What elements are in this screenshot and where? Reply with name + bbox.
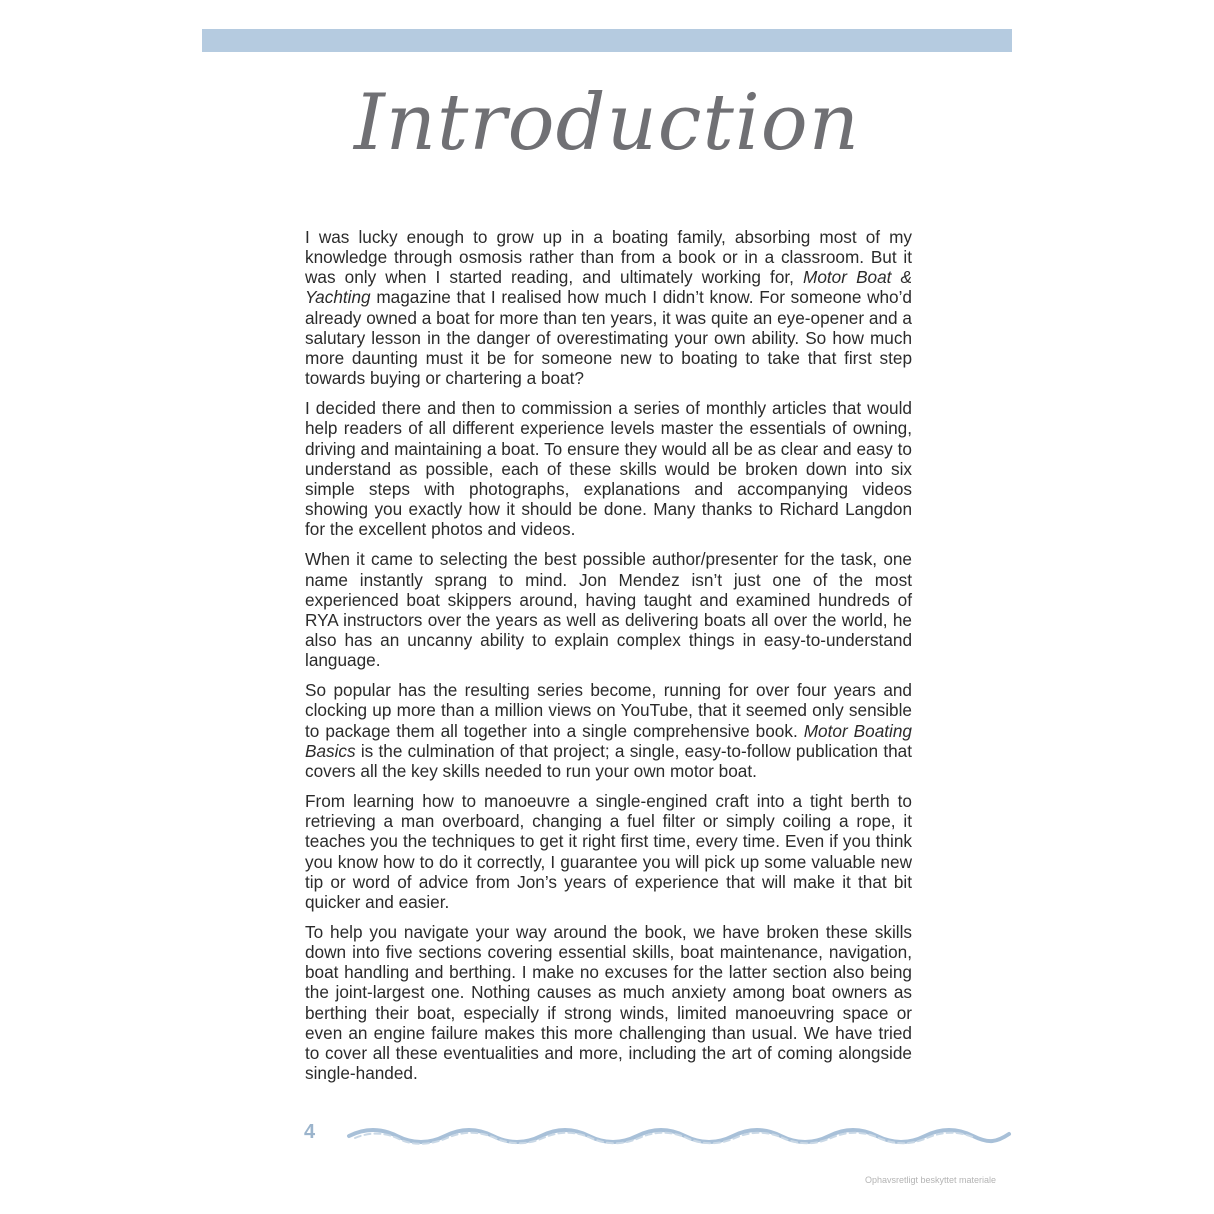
paragraph: I decided there and then to commission a series of monthly articles that would help readers of all different experience levels master the essentials of owning, driving and maintaining a boat. To ensure they would all be as clear and easy to understand as possible, each of these skills would be broken down into six simple steps with photographs, explanations and accompanying videos showing you exactly how it should be done. Many thanks to Richard Langdon for the excellent photos and videos.	[305, 398, 912, 540]
paragraph: When it came to selecting the best possible author/presenter for the task, one name instantly sprang to mind. Jon Mendez isn’t just one of the most experienced boat skippers around, having taught and examined hundreds of RYA instructors over the years as well as delivering boats all over the world, he also has an uncanny ability to explain complex things in easy-to-understand language.	[305, 549, 912, 671]
publication-name: Motor Boat & Yachting	[305, 267, 912, 308]
body-text	[305, 227, 912, 1093]
paragraph: So popular has the resulting series become, running for over four years and clocking up more than a million views on YouTube, that it seemed only sensible to package them all together into a single comprehensive book. Motor Boating Basics is the culmination of that project; a single, easy-to-follow publication that covers all the key skills needed to run your own motor boat.	[305, 680, 912, 781]
copyright-notice: Ophavsretligt beskyttet materiale	[865, 1175, 997, 1185]
page-title: Introduction	[354, 78, 860, 168]
header-color-bar	[202, 29, 1012, 52]
paragraph: From learning how to manoeuvre a single-engined craft into a tight berth to retrieving a man overboard, changing a fuel filter or simply coiling a rope, it teaches you the techniques to get it right first time, every time. Even if you think you know how to do it correctly, I guarantee you will pick up some valuable new tip or word of advice from Jon’s years of experience that will make it that bit quicker and easier.	[305, 791, 912, 912]
wave-decoration-icon	[345, 1118, 1013, 1154]
page-number: 4	[304, 1121, 316, 1143]
paragraph: To help you navigate your way around the book, we have broken these skills down into five sections covering essential skills, boat maintenance, navigation, boat handling and berthing. I make no excuses for the latter section also being the joint-largest one. Nothing causes as much anxiety among boat owners as berthing their boat, especially if strong winds, limited manoeuvring space or even an engine failure makes this more challenging than usual. We have tried to cover all these eventualities and more, including the art of coming alongside single-handed.	[305, 922, 912, 1084]
paragraph: I was lucky enough to grow up in a boating family, absorbing most of my knowledge through osmosis rather than from a book or in a classroom. But it was only when I started reading, and ultimately working for, Motor Boat & Yachting magazine that I realised how much I didn’t know. For someone who’d already owned a boat for more than ten years, it was quite an eye-opener and a salutary lesson in the danger of overestimating your own ability. So how much more daunting must it be for someone new to boating to take that first step towards buying or chartering a boat?	[305, 227, 912, 389]
book-title: Motor Boating Basics	[305, 720, 912, 761]
